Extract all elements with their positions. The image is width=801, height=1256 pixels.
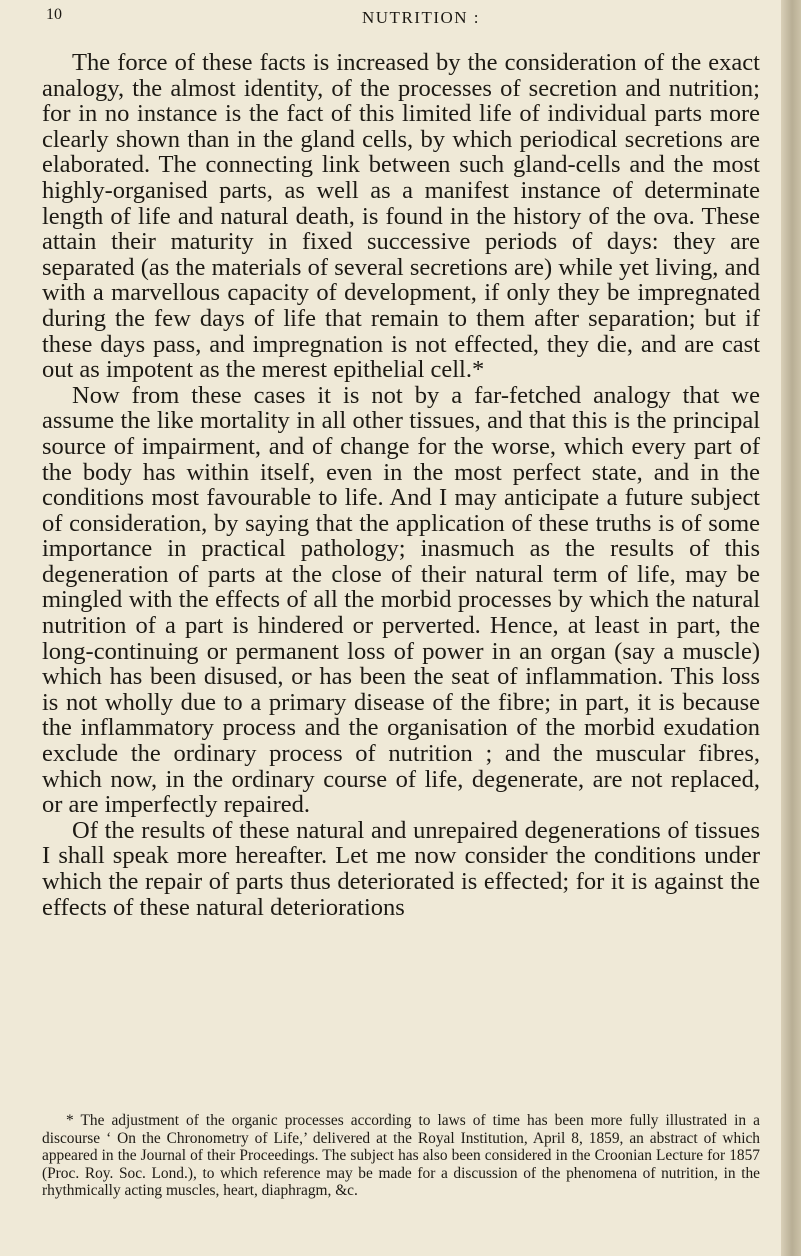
paragraph-3: Of the results of these natural and unrepaired degenerations of tissues I shall speak more hereafter. Let me now consider the conditions under which the repair of parts thus deteriorated is effected; for it is against the effects of these natural deteriorations [42,816,760,921]
page-edge [781,0,801,1256]
paragraph-2: Now from these cases it is not by a far-fetched analogy that we assume the like mortality in all other tissues, and that this is the principal source of impairment, and of change for the worse, which every part of the body has within itself, even in the most perfect state, and in the conditions most favourable to life. And I may anticipate a future subject of consideration, by saying that the application of these truths is of some importance in practical pathology; inasmuch as the results of this degeneration of parts at the close of their natural term of life, may be mingled with the effects of all the morbid processes by which the natural nutrition of a part is hindered or perverted. Hence, at least in part, the long-continuing or permanent loss of power in an organ (say a muscle) which has been disused, or has been the seat of inflammation. This loss is not wholly due to a primary disease of the fibre; in part, it is because the inflammatory process and the organisation of the morbid exudation exclude the ordinary process of nutrition ; and the muscular fibres, which now, in the ordinary course of life, degenerate, are not replaced, or are imperfectly repaired. [42,381,760,819]
main-text [42,50,760,920]
footnote-text: * The adjustment of the organic processes according to laws of time has been more fully illustrated in a discourse ‘ On the Chronometry of Life,’ delivered at the Royal Institution, April 8, 1859, an abstract of which appeared in the Journal of their Proceedings. The subject has also been considered in the Croonian Lecture for 1857 (Proc. Roy. Soc. Lond.), to which reference may be made for a discussion of the phenomena of nutrition, in the rhythmically acting muscles, heart, diaphragm, &c. [42,1112,760,1199]
footnote [42,1112,760,1200]
paragraph-1: The force of these facts is increased by the consideration of the exact analogy, the almost identity, of the processes of secretion and nutrition; for in no instance is the fact of this limited life of individual parts more clearly shown than in the gland cells, by which periodical secretions are elaborated. The connecting link between such gland-cells and the most highly-organised parts, as well as a manifest instance of determinate length of life and natural death, is found in the history of the ova. These attain their maturity in fixed successive periods of days: they are separated (as the materials of several secretions are) while yet living, and with a marvellous capacity of development, if only they be impregnated during the few days of life that remain to them after separation; but if these days pass, and impregnation is not effected, they die, and are cast out as impotent as the merest epithelial cell.* [42,49,760,384]
running-head [0,2,780,32]
running-title: NUTRITION : [362,8,481,27]
page-number: 10 [46,6,62,23]
